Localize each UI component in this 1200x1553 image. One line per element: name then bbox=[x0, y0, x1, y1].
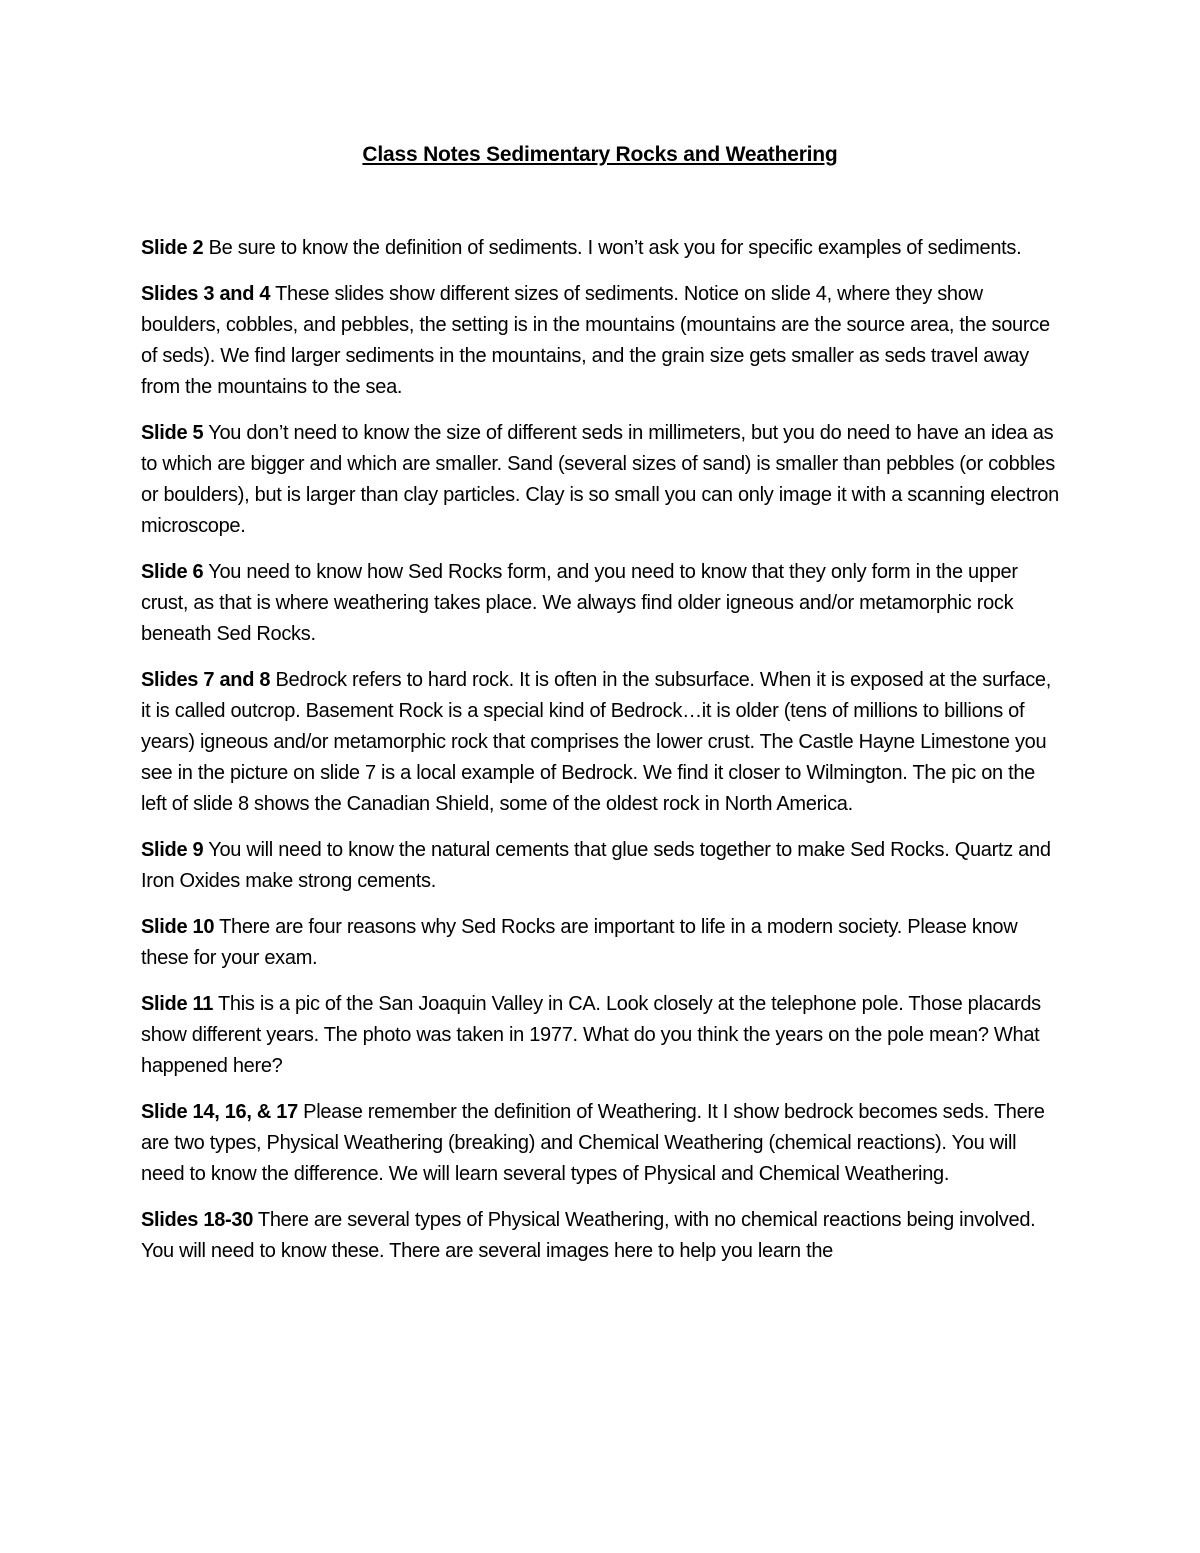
notes-body bbox=[141, 233, 1059, 1282]
note-label: Slide 10 bbox=[141, 916, 215, 938]
note-label: Slide 11 bbox=[141, 993, 214, 1015]
note-label: Slide 6 bbox=[141, 561, 204, 583]
note-text: You will need to know the natural cements that glue seds together to make Sed Rocks. Quartz and Iron Oxides make strong cements. bbox=[141, 839, 1051, 892]
note-paragraph bbox=[141, 665, 1059, 820]
note-paragraph bbox=[141, 279, 1059, 403]
note-paragraph bbox=[141, 1097, 1059, 1190]
note-label: Slide 2 bbox=[141, 237, 204, 259]
note-text: Bedrock refers to hard rock. It is often in the subsurface. When it is exposed at the surface, it is called outcrop. Basement Rock is a special kind of Bedrock…it is older (tens of millions to billions of years) igneous and/or metamorphic rock that comprises the lower crust. The Castle Hayne Limestone you see in the picture on slide 7 is a local example of Bedrock. We find it closer to Wilmington. The pic on the left of slide 8 shows the Canadian Shield, some of the oldest rock in North America. bbox=[141, 669, 1051, 815]
note-text: There are several types of Physical Weathering, with no chemical reactions being involved. You will need to know these. There are several images here to help you learn the bbox=[141, 1209, 1036, 1262]
note-label: Slides 3 and 4 bbox=[141, 283, 271, 305]
note-paragraph bbox=[141, 1205, 1059, 1267]
page-title: Class Notes Sedimentary Rocks and Weathering bbox=[362, 143, 838, 166]
note-label: Slides 7 and 8 bbox=[141, 669, 271, 691]
note-label: Slides 18-30 bbox=[141, 1209, 254, 1231]
note-paragraph bbox=[141, 835, 1059, 897]
note-paragraph bbox=[141, 557, 1059, 650]
note-text: These slides show different sizes of sediments. Notice on slide 4, where they show boulders, cobbles, and pebbles, the setting is in the mountains (mountains are the source area, the source of seds). We find larger sediments in the mountains, and the grain size gets smaller as seds travel away from the mountains to the sea. bbox=[141, 283, 1050, 398]
note-text: This is a pic of the San Joaquin Valley in CA. Look closely at the telephone pole. Those placards show different years. The photo was taken in 1977. What do you think the years on the pole mean? What happened here? bbox=[141, 993, 1041, 1077]
note-label: Slide 9 bbox=[141, 839, 204, 861]
note-paragraph bbox=[141, 989, 1059, 1082]
note-text: Be sure to know the definition of sediments. I won’t ask you for specific examples of sediments. bbox=[203, 237, 1022, 259]
note-text: You need to know how Sed Rocks form, and you need to know that they only form in the upper crust, as that is where weathering takes place. We always find older igneous and/or metamorphic rock beneath Sed Rocks. bbox=[141, 561, 1018, 645]
note-paragraph bbox=[141, 233, 1059, 264]
note-text: There are four reasons why Sed Rocks are important to life in a modern society. Please know these for your exam. bbox=[141, 916, 1018, 969]
note-paragraph bbox=[141, 418, 1059, 542]
note-text: Please remember the definition of Weathering. It I show bedrock becomes seds. There are two types, Physical Weathering (breaking) and Chemical Weathering (chemical reactions). You will need to know the difference. We will learn several types of Physical and Chemical Weathering. bbox=[141, 1101, 1045, 1185]
note-paragraph bbox=[141, 912, 1059, 974]
note-label: Slide 14, 16, & 17 bbox=[141, 1101, 298, 1123]
note-label: Slide 5 bbox=[141, 422, 204, 444]
note-text: You don’t need to know the size of different seds in millimeters, but you do need to have an idea as to which are bigger and which are smaller. Sand (several sizes of sand) is smaller than pebbles (or cobbles or boulders), but is larger than clay particles. Clay is so small you can only image it with a scanning electron microscope. bbox=[141, 422, 1059, 537]
